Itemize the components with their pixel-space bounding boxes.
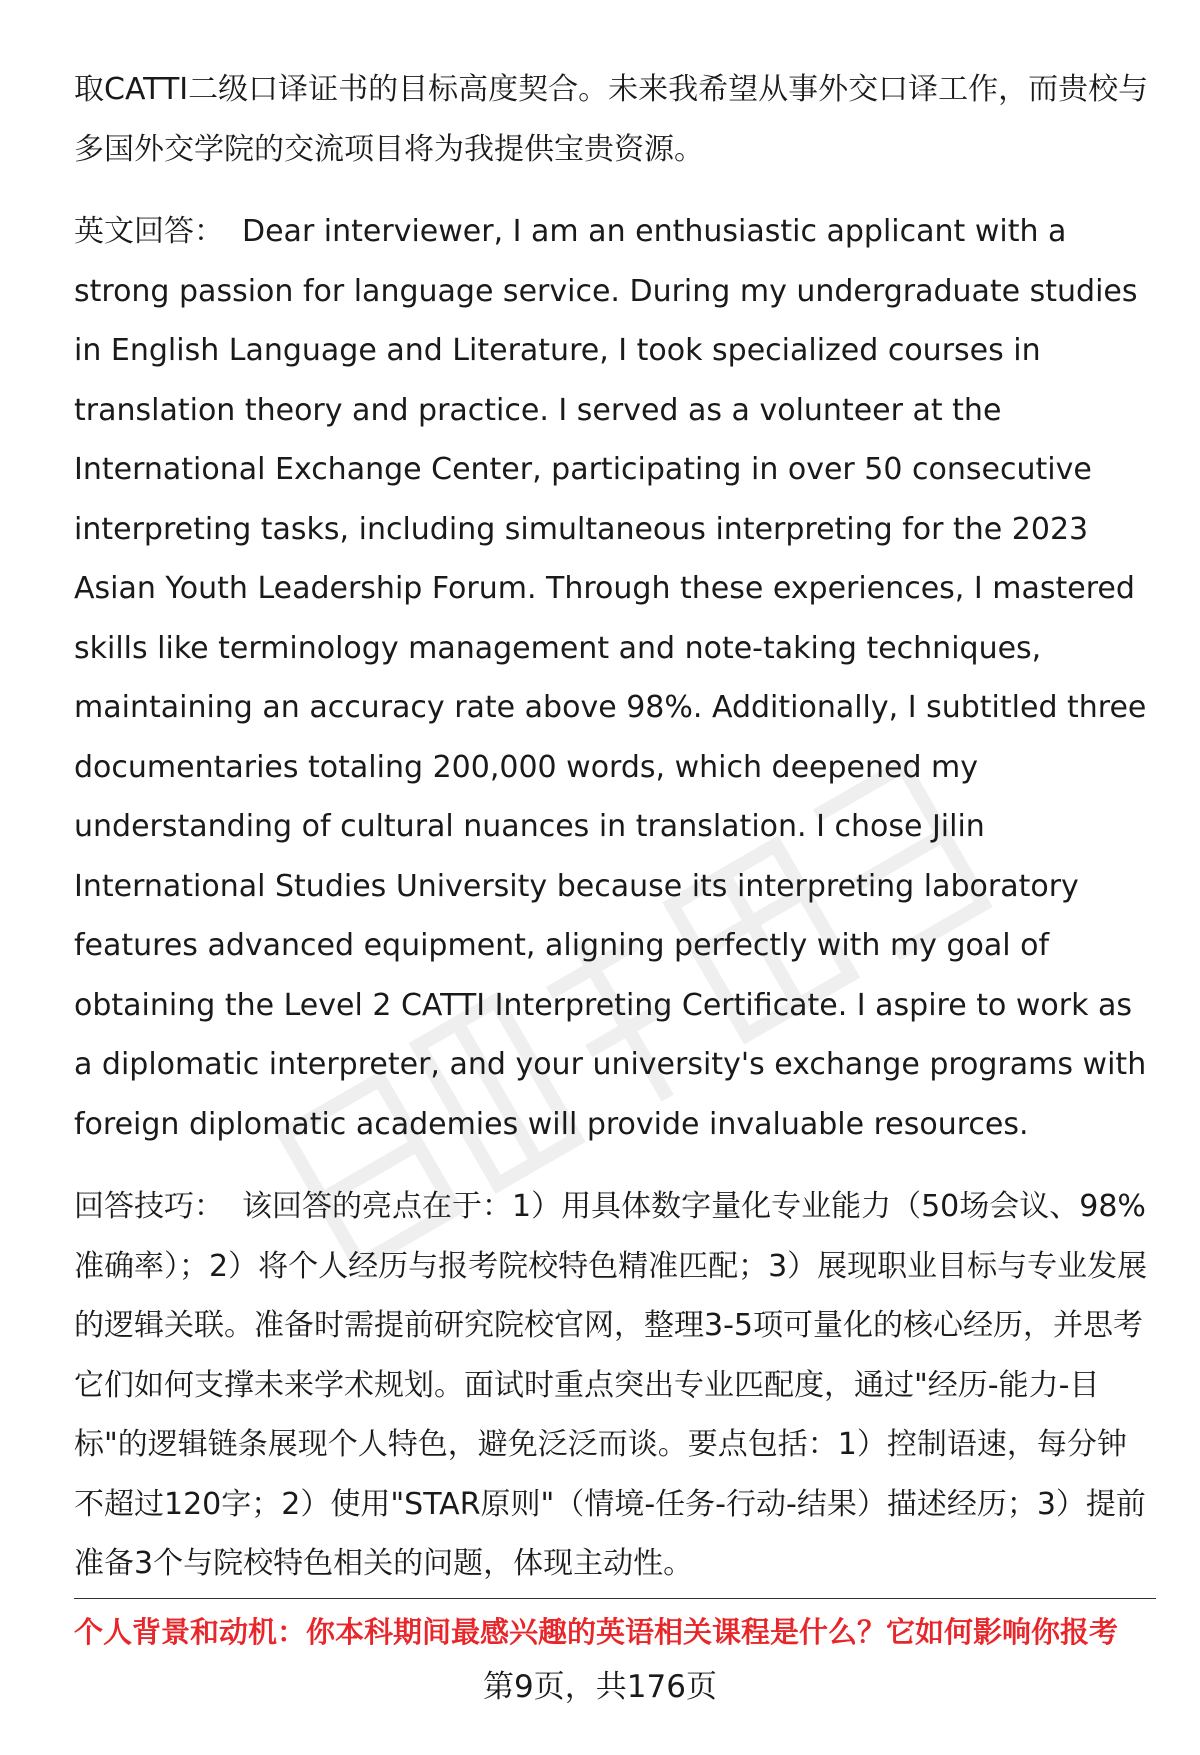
page-number-footer: 第9页，共176页 (483, 1669, 717, 1705)
tips-paragraph (74, 1177, 1154, 1594)
english-answer-text: Dear interviewer, I am an enthusiastic applicant with a strong passion for language service. During my undergraduate studies in English Language and Literature, I took specialized courses in translation theory and practice. I served as a volunteer at the International Exchange Center, participating in over 50 consecutive interpreting tasks, including simultaneous interpreting for the 2023 Asian Youth Leadership Forum. Through these experiences, I mastered skills like terminology management and note-taking techniques, maintaining an accuracy rate above 98%. Additionally, I subtitled three documentaries totaling 200,000 words, which deepened my understanding of cultural nuances in translation. I chose Jilin International Studies University because its interpreting laboratory features advanced equipment, aligning perfectly with my goal of obtaining the Level 2 CATTI Interpreting Certificate. I aspire to work as a diplomatic interpreter, and your university's exchange programs with foreign diplomatic academies will provide invaluable resources. (74, 214, 1147, 1142)
continuation-paragraph: 取CATTI二级口译证书的目标高度契合。未来我希望从事外交口译工作，而贵校与多国外交学院的交流项目将为我提供宝贵资源。 (74, 72, 1149, 167)
main-content (74, 60, 1154, 1594)
tips-text: 该回答的亮点在于：1）用具体数字量化专业能力（50场会议、98%准确率）；2）将个人经历与报考院校特色精准匹配；3）展现职业目标与专业发展的逻辑关联。准备时需提前研究院校官网，整理3-5项可量化的核心经历，并思考它们如何支撑未来学术规划。面试时重点突出专业匹配度，通过"经历-能力-目标"的逻辑链条展现个人特色，避免泛泛而谈。要点包括：1）控制语速，每分钟不超过120字；2）使用"STAR原则"（情境-任务-行动-结果）描述经历；3）提前准备3个与院校特色相关的问题，体现主动性。 (74, 1189, 1148, 1581)
next-question-heading: 个人背景和动机：你本科期间最感兴趣的英语相关课程是什么？它如何影响你报考 (74, 1615, 1119, 1649)
section-divider (74, 1598, 1156, 1599)
english-answer-paragraph (74, 202, 1154, 1154)
english-answer-label: 英文回答： (74, 214, 224, 249)
tips-label: 回答技巧： (74, 1189, 224, 1224)
